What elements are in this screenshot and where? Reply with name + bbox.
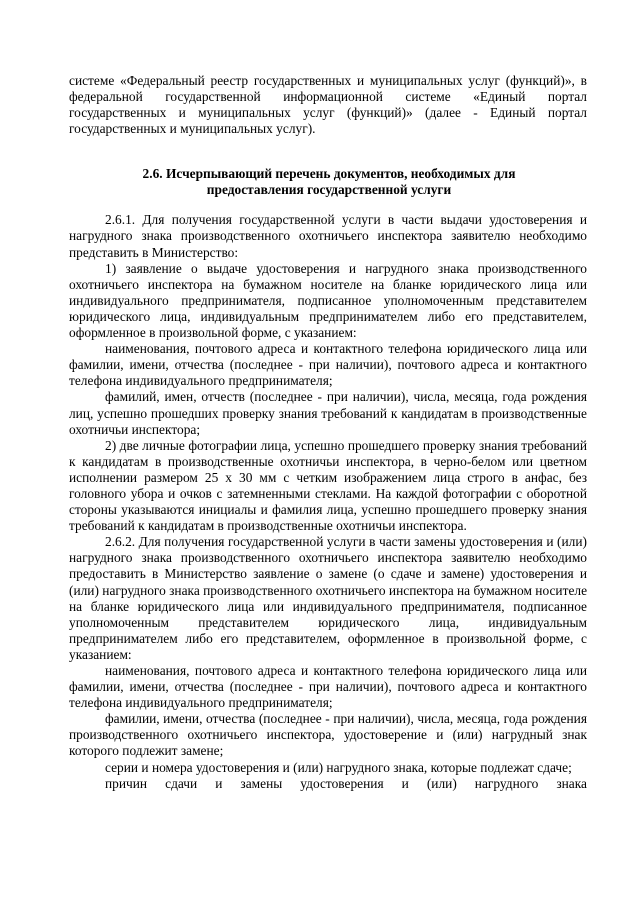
paragraph-reasons: причин сдачи и замены удостоверения и (или) нагрудного знака xyxy=(105,775,587,791)
paragraph-naming-1: наименования, почтового адреса и контактного телефона юридического лица или фамилии, имени, отчества (последнее - при наличии), почтового адреса и контактного телефона индивидуального предпринимателя; xyxy=(69,341,587,389)
intro-paragraph: системе «Федеральный реестр государственных и муниципальных услуг (функций)», в федеральной государственной информационной системе «Единый портал государственных и муниципальных услуг (функций)» (далее - Единый портал государственных и муниципальных услуг). xyxy=(69,73,587,137)
paragraph-surnames-1: фамилий, имен, отчеств (последнее - при наличии), числа, месяца, года рождения лиц, успешно прошедших проверку знания требований к кандидатам в производственные охотничьи инспектора; xyxy=(69,389,587,437)
paragraph-series: серии и номера удостоверения и (или) нагрудного знака, которые подлежат сдаче; xyxy=(105,759,572,775)
paragraph-2-6-1: 2.6.1. Для получения государственной услуги в части выдачи удостоверения и нагрудного знака производственного охотничьего инспектора заявителю необходимо представить в Министерство: xyxy=(69,212,587,260)
paragraph-naming-2: наименования, почтового адреса и контактного телефона юридического лица или фамилии, имени, отчества (последнее - при наличии), почтового адреса и контактного телефона индивидуального предпринимателя; xyxy=(69,663,587,711)
paragraph-surnames-2: фамилии, имени, отчества (последнее - при наличии), числа, месяца, года рождения производственного охотничьего инспектора, удостоверение и (или) нагрудный знак которого подлежит замене; xyxy=(69,711,587,759)
paragraph-2-6-2: 2.6.2. Для получения государственной услуги в части замены удостоверения и (или) нагрудного знака производственного охотничьего инспектора заявителю необходимо предоставить в Министерство заявление о замене (о сдаче и замене) удостоверения и (или) нагрудного знака производственного охотничьего инспектора на бумажном носителе на бланке юридического лица или индивидуального предпринимателя, подписанное уполномоченным представителем юридического лица, индивидуальным предпринимателем либо его представителем, оформленное в произвольной форме, с указанием: xyxy=(69,534,588,662)
section-heading: 2.6. Исчерпывающий перечень документов, необходимых для предоставления государственной услуги xyxy=(142,166,516,198)
document-body xyxy=(69,73,587,792)
paragraph-item-2: 2) две личные фотографии лица, успешно прошедшего проверку знания требований к кандидатам в производственные охотничьи инспектора, в черно-белом или цветном исполнении размером 25 х 30 мм с четким изображением лица строго в анфас, без головного убора и очков с затемненными стеклами. На каждой фотографии с оборотной стороны указываются инициалы и фамилия лица, успешно прошедшего проверку знания требований к кандидатам в производственные охотничьи инспектора. xyxy=(69,437,587,534)
paragraph-item-1: 1) заявление о выдаче удостоверения и нагрудного знака производственного охотничьего инспектора на бумажном носителе на бланке юридического лица или индивидуального предпринимателя, подписанное уполномоченным представителем юридического лица, индивидуальным предпринимателем либо его представителем, оформленное в произвольной форме, с указанием: xyxy=(69,260,587,341)
